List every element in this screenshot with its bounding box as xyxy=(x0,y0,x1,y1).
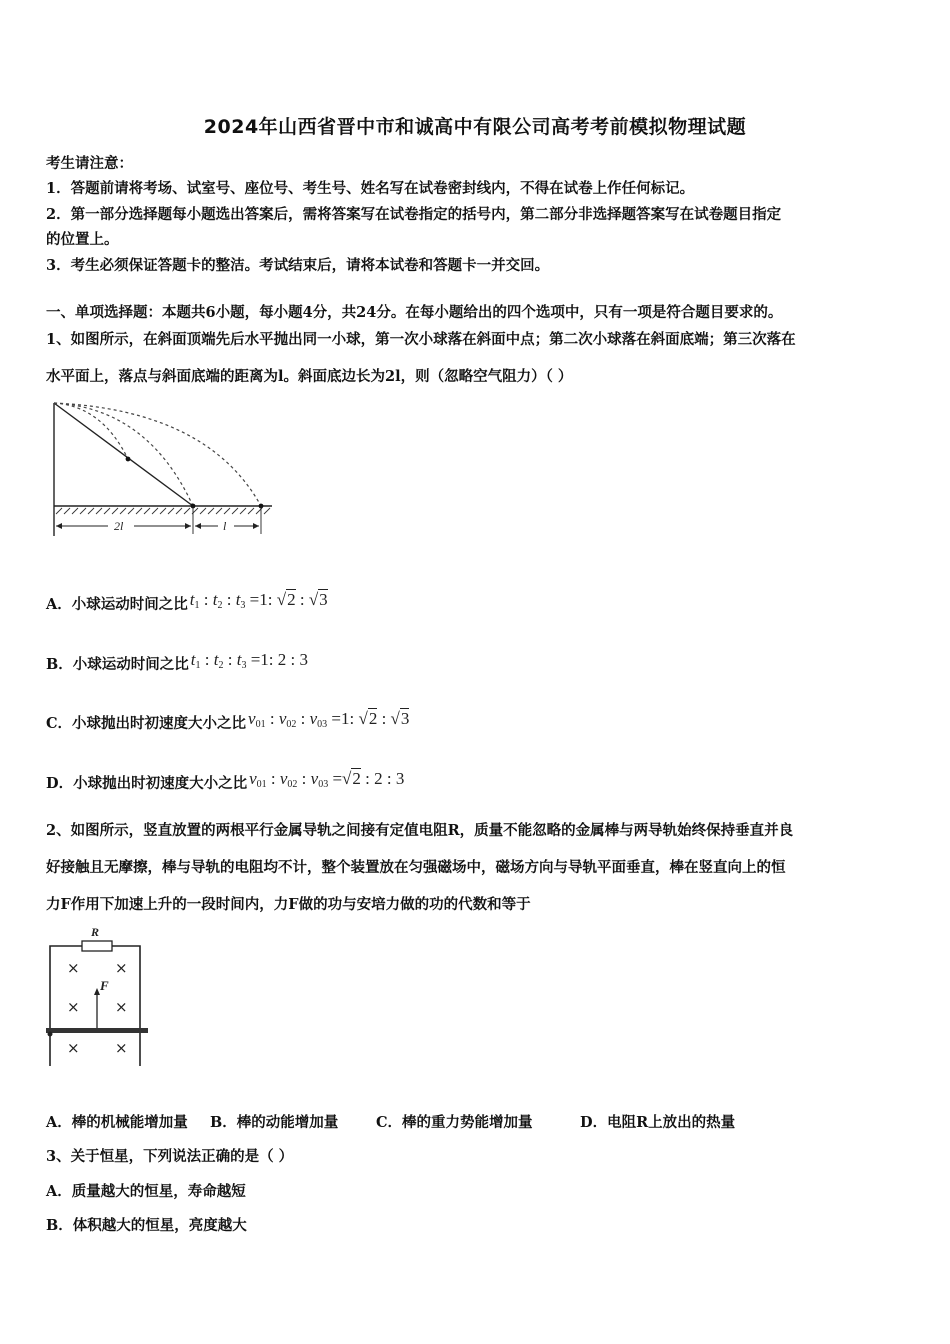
q3-option-b[interactable]: B．体积越大的恒星，亮度越大 xyxy=(46,1217,247,1234)
section-heading: 一、单项选择题：本题共6小题，每小题4分，共24分。在每小题给出的四个选项中，只有一项是符合题目要求的。 xyxy=(46,304,783,321)
notice-item-2: 2．第一部分选择题每小题选出答案后，需将答案写在试卷指定的括号内，第二部分非选择题答案写在试卷题目指定 xyxy=(46,206,782,223)
q2-option-d[interactable]: D．电阻R上放出的热量 xyxy=(580,1114,736,1131)
field-cross: × xyxy=(67,998,80,1016)
field-cross: × xyxy=(115,998,128,1016)
field-cross: × xyxy=(67,959,80,977)
label-2l: 2l xyxy=(114,519,124,533)
q1-option-d[interactable] xyxy=(46,769,404,793)
notice-item-1: 1．答题前请将考场、试室号、座位号、考生号、姓名写在试卷密封线内，不得在试卷上作任何标记。 xyxy=(46,180,695,197)
field-cross: × xyxy=(67,1039,80,1057)
q1-option-d-text: D．小球抛出时初速度大小之比 xyxy=(46,775,248,792)
q3-stem: 3、关于恒星，下列说法正确的是（ ） xyxy=(46,1148,294,1165)
label-R: R xyxy=(91,925,100,939)
q1-option-c[interactable] xyxy=(46,709,409,733)
q2-stem-line1: 2、如图所示，竖直放置的两根平行金属导轨之间接有定值电阻R，质量不能忽略的金属棒与两导轨始终保持垂直并良 xyxy=(46,822,794,839)
notice-heading: 考生请注意： xyxy=(46,155,133,172)
q1-option-c-text: C．小球抛出时初速度大小之比 xyxy=(46,715,247,732)
q1-option-b-math: $t_1$ : $t_2$ : $t_3 =1$: 2 : 3 xyxy=(190,650,308,671)
notice-item-2-cont: 的位置上。 xyxy=(46,231,119,248)
field-cross: × xyxy=(115,1039,128,1057)
q1-stem-line2: 水平面上，落点与斜面底端的距离为l。斜面底边长为2l，则（忽略空气阻力）（ ） xyxy=(46,368,573,385)
q1-option-b[interactable] xyxy=(46,650,308,674)
label-l: l xyxy=(223,519,227,533)
q1-stem-line1: 1、如图所示，在斜面顶端先后水平抛出同一小球，第一次小球落在斜面中点；第二次小球落在斜面底端；第三次落在 xyxy=(46,331,796,348)
q1-option-a[interactable] xyxy=(46,590,328,614)
page-title: 2024年山西省晋中市和诚高中有限公司高考考前模拟物理试题 xyxy=(203,116,747,138)
q1-option-b-text: B．小球运动时间之比 xyxy=(46,656,189,673)
q3-option-a[interactable]: A．质量越大的恒星，寿命越短 xyxy=(46,1183,246,1200)
q2-option-c[interactable]: C．棒的重力势能增加量 xyxy=(376,1114,533,1131)
q1-option-a-text: A．小球运动时间之比 xyxy=(46,596,188,613)
field-cross: × xyxy=(115,959,128,977)
q1-option-a-math: $t_1$ : $t_2$ : $t_3 =1$: √2 : √3 xyxy=(189,590,328,611)
q1-option-c-math: $v_{01}$ : $v_{02}$ : $v_{03} =1$: √2 : √3 xyxy=(248,709,410,730)
q2-stem-line2: 好接触且无摩擦，棒与导轨的电阻均不计，整个装置放在匀强磁场中，磁场方向与导轨平面垂直，棒在竖直向上的恒 xyxy=(46,859,786,876)
label-F: F xyxy=(100,978,109,993)
q2-stem-line3: 力F作用下加速上升的一段时间内，力F做的功与安培力做的功的代数和等于 xyxy=(46,896,531,913)
q2-option-a[interactable]: A．棒的机械能增加量 xyxy=(46,1114,188,1131)
q1-option-d-math: $v_{01}$ : $v_{02}$ : $v_{03} =√2$ : 2 : 3 xyxy=(249,769,405,790)
q2-option-b[interactable]: B．棒的动能增加量 xyxy=(210,1114,339,1131)
incline-projectile-figure xyxy=(48,398,276,540)
rail-circuit-figure xyxy=(44,922,152,1068)
notice-item-3: 3．考生必须保证答题卡的整洁。考试结束后，请将本试卷和答题卡一并交回。 xyxy=(46,257,550,274)
